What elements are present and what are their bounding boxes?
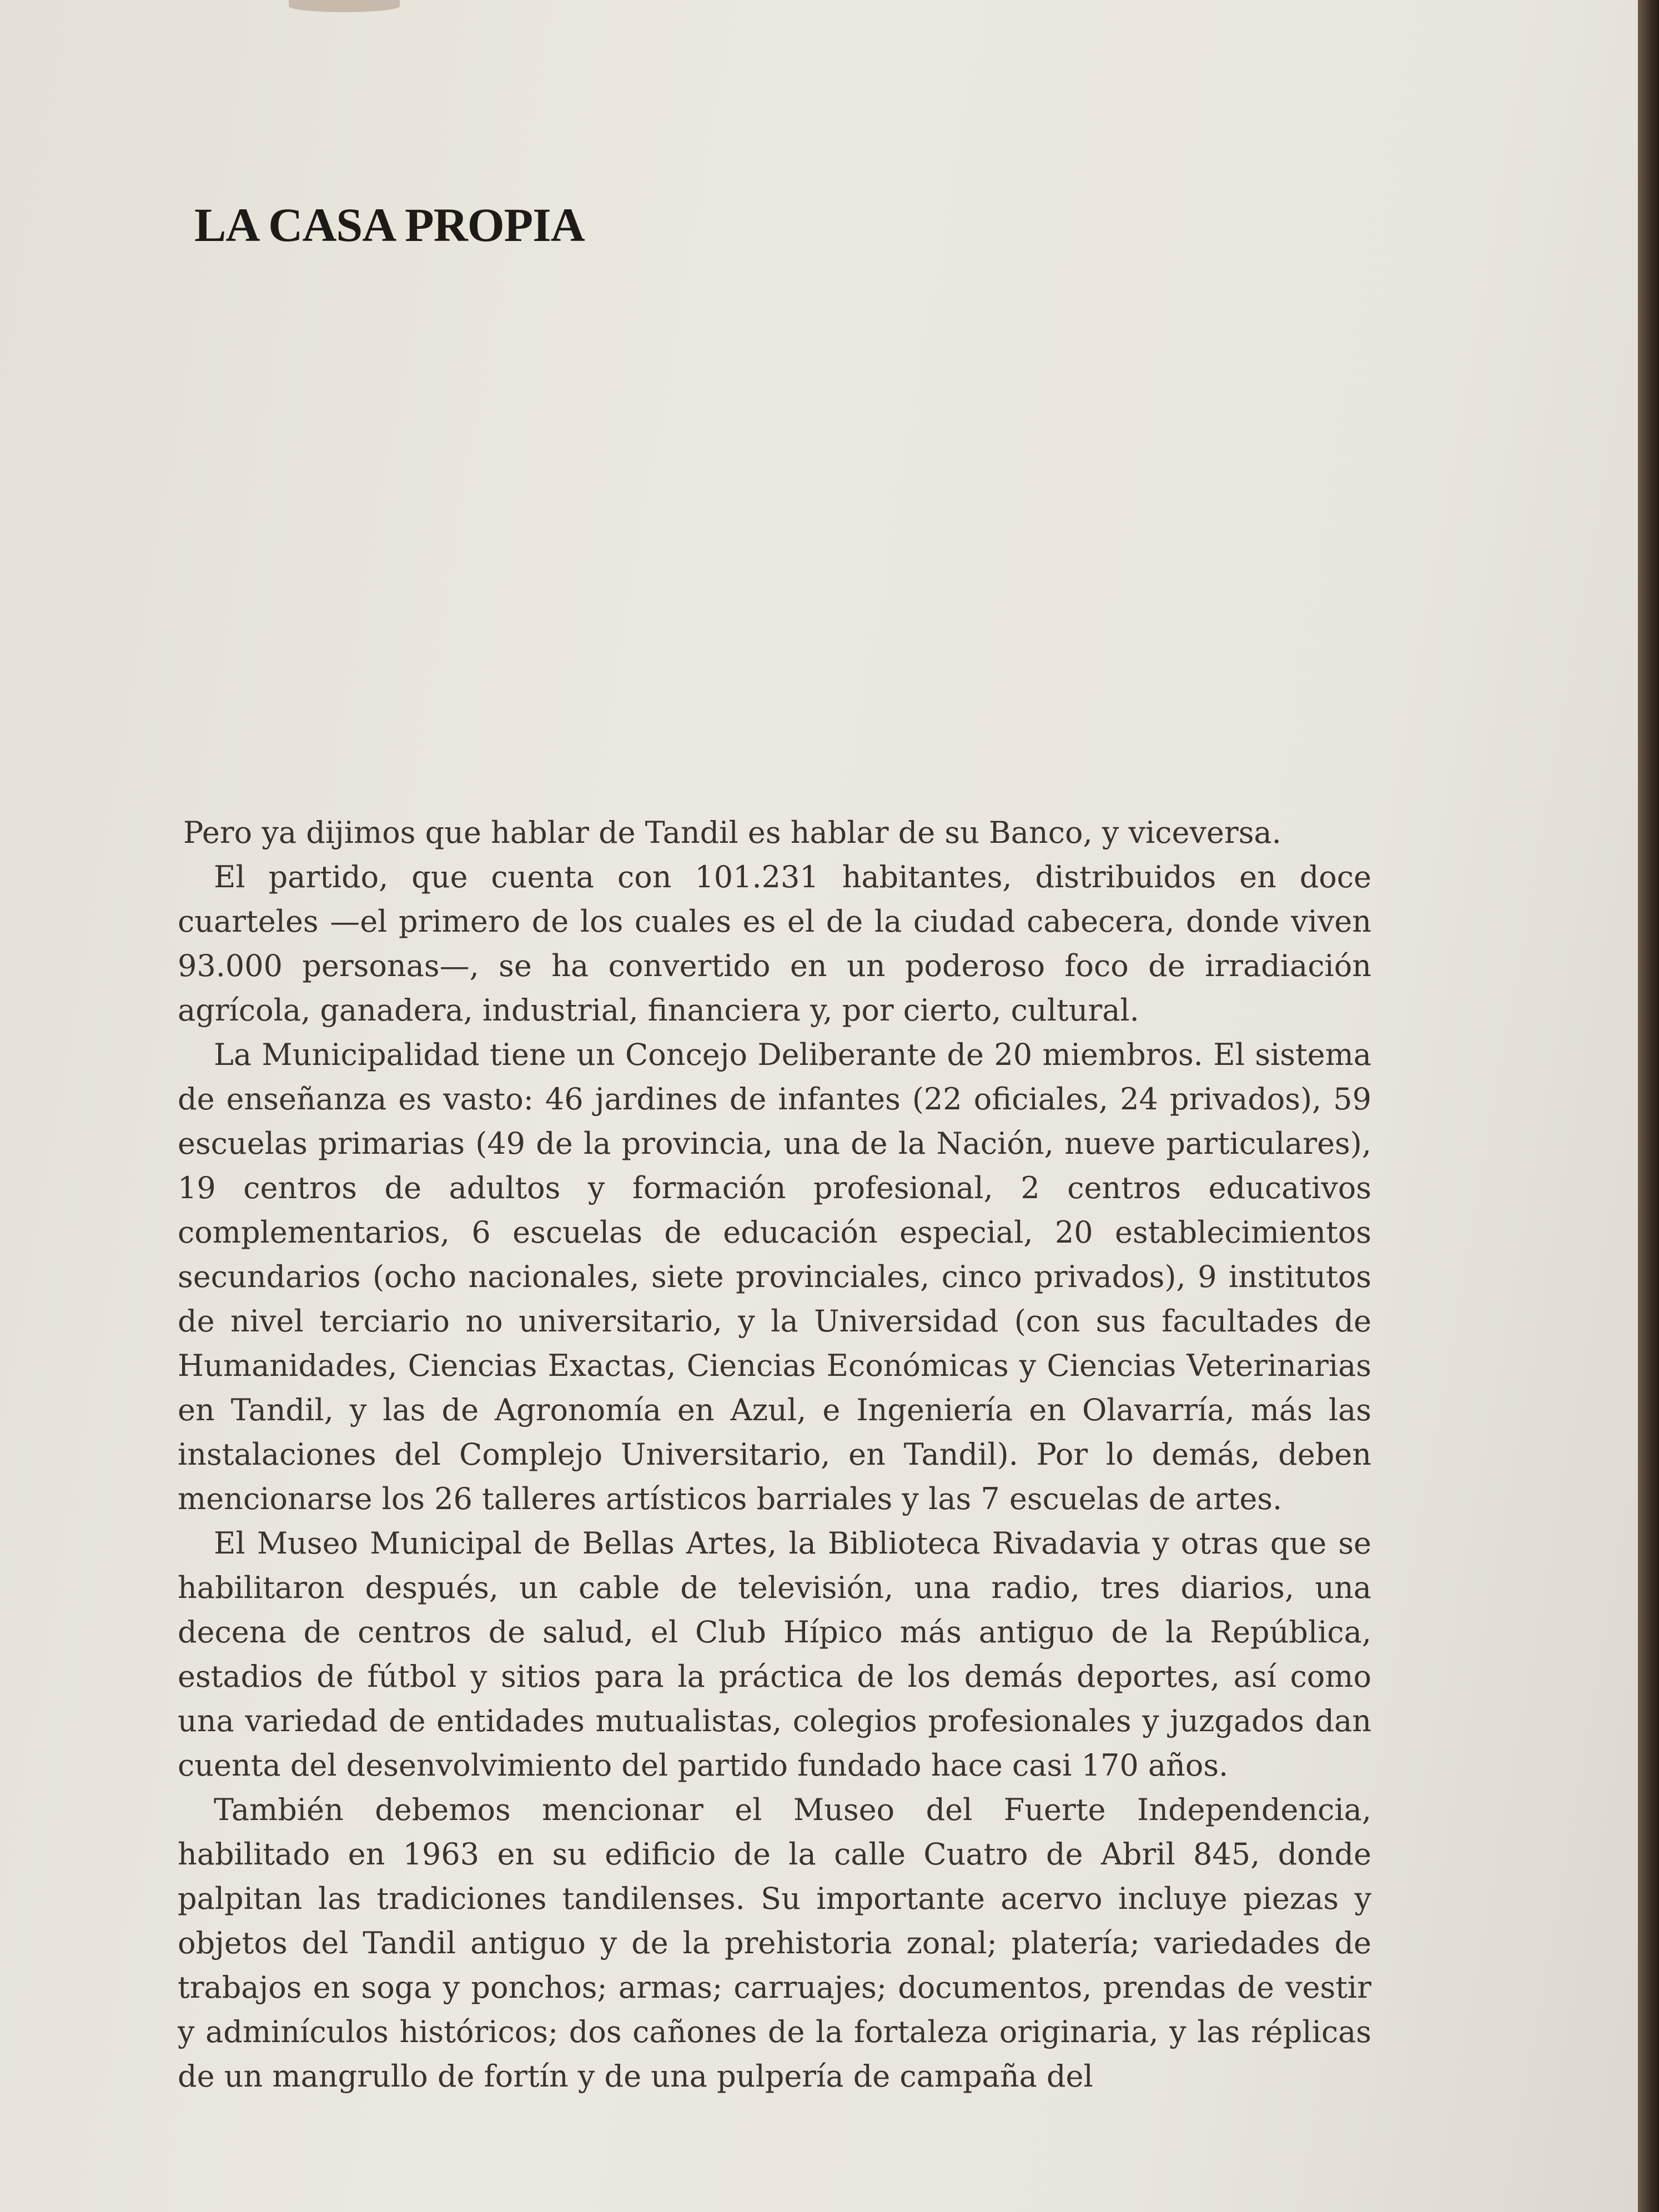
page-edge: [1638, 0, 1659, 2212]
page-fold: [289, 0, 400, 12]
body-text: [178, 811, 1371, 2099]
paragraph: La Municipalidad tiene un Concejo Deliberante de 20 miembros. El sistema de enseñanza es vasto: 46 jardines de infantes (22 oficiales, 24 privados), 59 escuelas primarias (49 de la provincia, una de la Nación, nueve particulares), 19 centros de adultos y formación profesional, 2 centros educativos complementarios, 6 escuelas de educación especial, 20 establecimientos secundarios (ocho nacionales, siete provinciales, cinco privados), 9 institutos de nivel terciario no universitario, y la Universidad (con sus facultades de Humanidades, Ciencias Exactas, Ciencias Económicas y Ciencias Veterinarias en Tandil, y las de Agronomía en Azul, e Ingeniería en Olavarría, más las instalaciones del Complejo Universitario, en Tandil). Por lo demás, deben mencionarse los 26 talleres artísticos barriales y las 7 escuelas de artes.: [178, 1037, 1371, 1516]
paragraph: También debemos mencionar el Museo del Fuerte Independencia, habilitado en 1963 en su edificio de la calle Cuatro de Abril 845, donde palpitan las tradiciones tandilenses. Su importante acervo incluye piezas y objetos del Tandil antiguo y de la prehistoria zonal; platería; variedades de trabajos en soga y ponchos; armas; carruajes; documentos, prendas de vestir y adminículos históricos; dos cañones de la fortaleza originaria, y las réplicas de un mangrullo de fortín y de una pulpería de campaña del: [178, 1792, 1371, 2094]
paragraph: Pero ya dijimos que hablar de Tandil es hablar de su Banco, y viceversa.: [183, 815, 1281, 850]
chapter-title: LA CASA PROPIA: [194, 198, 585, 252]
paragraph: El Museo Municipal de Bellas Artes, la Biblioteca Rivadavia y otras que se habilitaron después, un cable de televisión, una radio, tres diarios, una decena de centros de salud, el Club Hípico más antiguo de la República, estadios de fútbol y sitios para la práctica de los demás deportes, así como una variedad de entidades mutualistas, colegios profesionales y juzgados dan cuenta del desenvolvimiento del partido fundado hace casi 170 años.: [178, 1526, 1371, 1783]
paragraph: El partido, que cuenta con 101.231 habitantes, distribuidos en doce cuarteles —el primero de los cuales es el de la ciudad cabecera, donde viven 93.000 personas—, se ha convertido en un poderoso foco de irradiación agrícola, ganadera, industrial, financiera y, por cierto, cultural.: [178, 859, 1371, 1028]
